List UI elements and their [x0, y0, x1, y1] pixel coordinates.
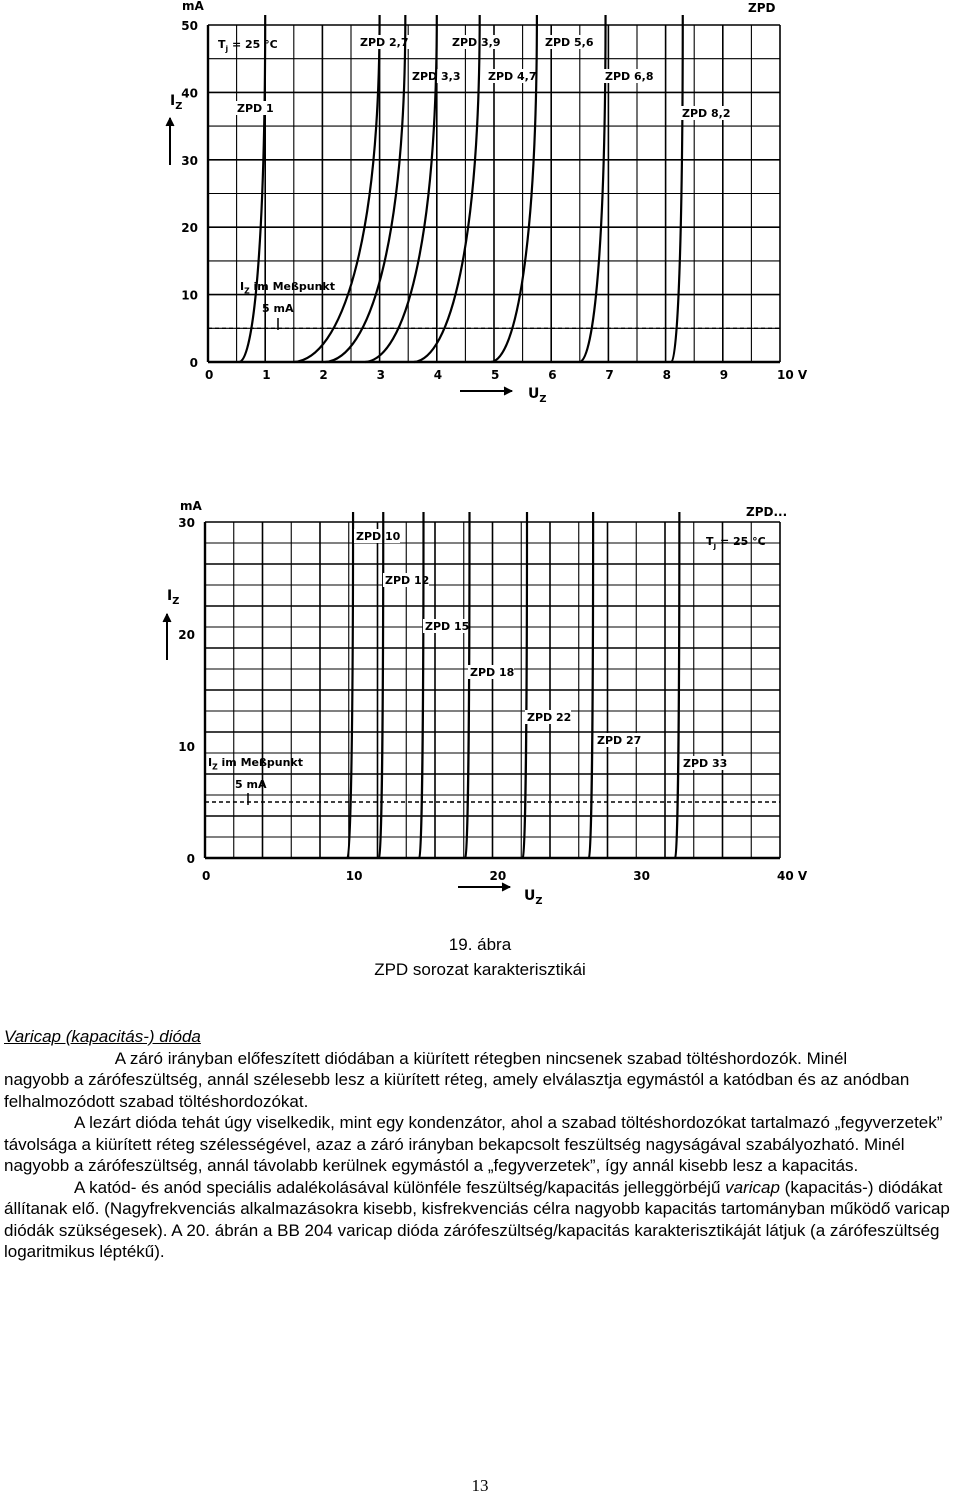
x-tick-label: 0 [202, 869, 211, 883]
zener-curve [491, 15, 537, 362]
y-tick-label: 20 [181, 221, 198, 236]
figure-caption-title: ZPD sorozat karakterisztikái [374, 960, 586, 979]
x-tick-label: 9 [719, 368, 729, 382]
chart-corner-label: ZPD [748, 1, 776, 15]
series-label: ZPD 3,9 [452, 36, 501, 49]
y-axis-arrowhead [166, 118, 174, 126]
paragraph-3 [4, 1177, 958, 1263]
x-tick-label: 0 [205, 368, 214, 382]
x-tick-label: 20 [489, 869, 507, 883]
zener-curve [671, 15, 682, 362]
zener-curve [294, 15, 380, 362]
series-label: ZPD 22 [527, 711, 572, 724]
x-axis-arrowhead [502, 883, 510, 891]
series-label: ZPD 1 [237, 102, 274, 115]
temperature-label: $T_j = 25$ °C [218, 38, 278, 54]
paragraph-3-text-b: (kapacitás-) diódákat állítanak elő. (Nagyfrekvenciás alkalmazásokra kisebb, kisfrekvenciás célra nagyobb kapacitás tartományban működő varicap diódák szükségesek). A 20. ábrán a BB 204 varicap dióda zárófeszültség/kapacitás karakterisztikáját látjuk (a zárófeszültség logaritmikus léptékű). [4, 1177, 950, 1261]
series-label: ZPD 33 [683, 757, 728, 770]
x-tick-label: 10 V [777, 368, 808, 382]
y-axis-label: $I_Z$ [167, 588, 180, 608]
x-axis-arrowhead [504, 387, 512, 395]
y-tick-label: 0 [186, 852, 195, 866]
section-body [4, 1026, 958, 1263]
series-label: ZPD 5,6 [545, 36, 594, 49]
measure-value: 5 mA [235, 778, 267, 791]
y-tick-label: 10 [178, 740, 195, 754]
section-heading: Varicap (kapacitás-) dióda [4, 1027, 201, 1046]
x-tick-label: 6 [548, 368, 557, 382]
y-tick-label: 50 [181, 19, 198, 33]
zener-curve [325, 15, 405, 362]
paragraph-3-italic-term: varicap [725, 1177, 780, 1197]
zener-curve [414, 15, 480, 362]
x-tick-label: 1 [262, 368, 271, 382]
y-tick-label: 30 [181, 153, 198, 168]
x-tick-label: 3 [376, 368, 385, 382]
paragraph-3-text-a: A katód- és anód speciális adalékolásával különféle feszültség/kapacitás jelleggörbéjű [74, 1177, 726, 1197]
measure-note: $I_Z$ im Meßpunkt [240, 280, 335, 296]
y-unit-label: mA [182, 0, 204, 13]
series-label: ZPD 3,3 [412, 70, 461, 83]
zpd-low-voltage-chart [0, 0, 960, 420]
temperature-label: $T_j = 25$ °C [706, 535, 766, 551]
x-tick-label: 10 [345, 869, 363, 883]
x-tick-label: 7 [605, 368, 614, 382]
y-tick-label: 0 [189, 356, 198, 370]
zener-curve [365, 15, 437, 362]
series-label: ZPD 10 [356, 530, 401, 543]
measure-note: $I_Z$ im Meßpunkt [208, 756, 303, 772]
series-label: ZPD 4,7 [488, 70, 537, 83]
series-label: ZPD 18 [470, 666, 515, 679]
series-label: ZPD 8,2 [682, 107, 731, 120]
x-tick-label: 30 [633, 869, 650, 883]
y-tick-label: 40 [181, 86, 198, 101]
x-axis-label: $U_Z$ [524, 888, 543, 908]
measure-value: 5 mA [262, 302, 294, 315]
y-tick-label: 20 [178, 628, 195, 642]
figure-caption-number: 19. ábra [448, 935, 512, 954]
x-tick-label: 8 [662, 368, 671, 382]
y-axis-arrowhead [163, 614, 171, 622]
chart-corner-label: ZPD... [746, 505, 788, 519]
x-tick-label: 5 [491, 368, 500, 382]
series-label: ZPD 15 [425, 620, 470, 633]
x-tick-label: 2 [319, 368, 328, 382]
paragraph-1-rest: nagyobb a zárófeszültség, annál szélesebb lesz a kiürített réteg, amely elválasztja egymástól a katódban és az anódban felhalmozódott szabad töltéshordozókat. [4, 1070, 910, 1111]
x-axis-label: $U_Z$ [528, 386, 547, 406]
y-unit-label: mA [180, 499, 202, 513]
x-tick-label: 4 [433, 368, 443, 382]
y-tick-label: 30 [178, 516, 195, 530]
series-label: ZPD 27 [597, 734, 642, 747]
series-label: ZPD 6,8 [605, 70, 654, 83]
paragraph-1-first-line: A záró irányban előfeszített diódában a kiürített rétegben nincsenek szabad töltéshordozók. Minél [114, 1048, 848, 1068]
paragraph-2: A lezárt dióda tehát úgy viselkedik, mint egy kondenzátor, ahol a szabad töltéshordozókat tartalmazó „fegyverzetek” távolsága a kiürített réteg szélességével, azaz a záró irányban bekapcsolt feszültség nagyságával szabályozható. Minél nagyobb a zárófeszültség, annál távolabb kerülnek egymástól a „fegyverzetek”, így annál kisebb lesz a kapacitás. [4, 1113, 943, 1175]
series-label: ZPD 12 [385, 574, 430, 587]
page-number: 13 [471, 1476, 489, 1495]
x-tick-label: 40 V [777, 869, 808, 883]
zpd-high-voltage-chart [0, 490, 960, 920]
zener-curve [580, 15, 606, 362]
y-axis-label: $I_Z$ [170, 93, 183, 113]
y-tick-label: 10 [181, 288, 198, 303]
series-label: ZPD 2,7 [360, 36, 409, 49]
